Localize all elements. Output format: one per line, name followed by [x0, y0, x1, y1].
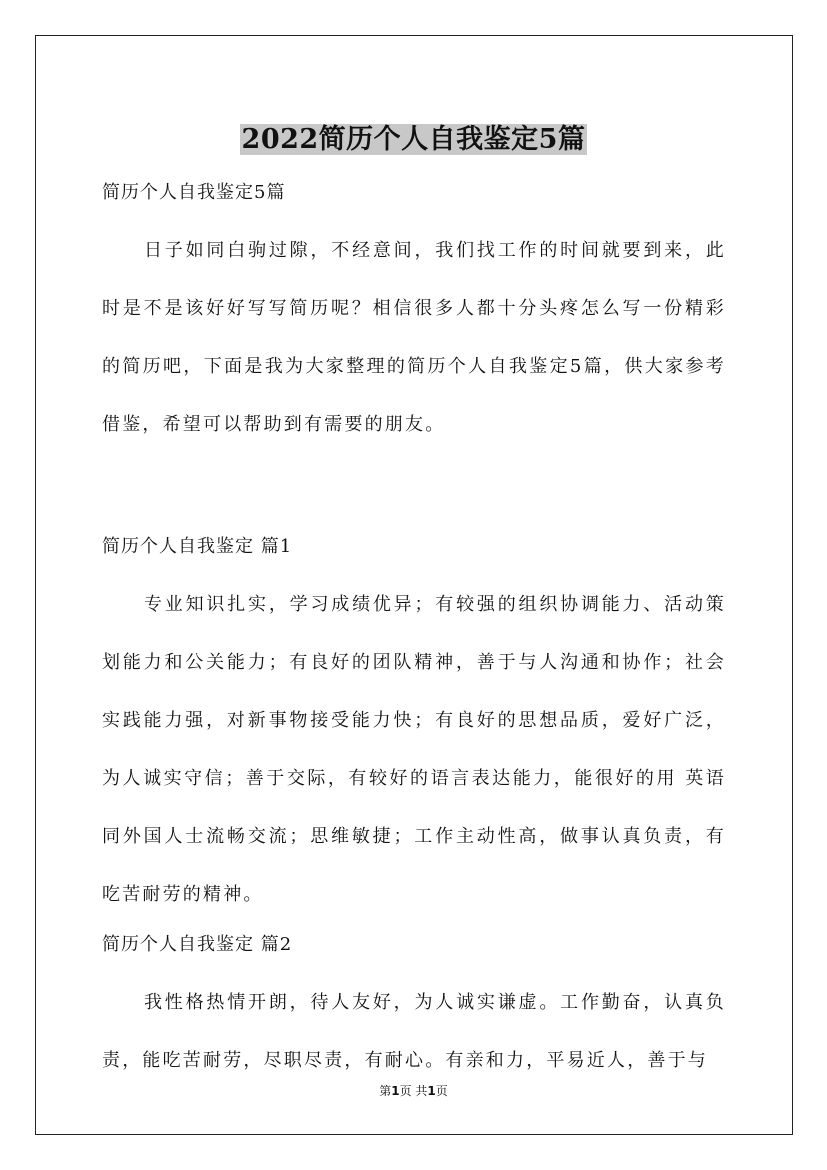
section-heading-1: 简历个人自我鉴定 篇1 [102, 536, 293, 557]
document-title [0, 118, 827, 162]
document-body [102, 172, 726, 1090]
document-subtitle: 简历个人自我鉴定5篇 [102, 182, 286, 203]
section-body-2: 我性格热情开朗，待人友好，为人诚实谦虚。工作勤奋，认真负责，能吃苦耐劳，尽职尽责，有耐心。有亲和力，平易近人，善于与 [102, 992, 726, 1071]
footer-page-current: 1 [391, 1084, 400, 1098]
footer-page-mid: 页 共 [399, 1084, 428, 1098]
footer-page-prefix: 第 [379, 1084, 392, 1098]
document-title-text: 2022简历个人自我鉴定5篇 [241, 124, 586, 156]
spacer [102, 454, 726, 518]
footer-page-total: 1 [427, 1084, 436, 1098]
footer-page-suffix: 页 [435, 1084, 448, 1098]
intro-paragraph: 日子如同白驹过隙，不经意间，我们找工作的时间就要到来，此时是不是该好好写写简历呢？相信很多人都十分头疼怎么写一份精彩的简历吧，下面是我为大家整理的简历个人自我鉴定5篇，供大家参考借鉴，希望可以帮助到有需要的朋友。 [102, 240, 726, 435]
section-heading-2: 简历个人自我鉴定 篇2 [102, 934, 293, 955]
section-body-1: 专业知识扎实，学习成绩优异；有较强的组织协调能力、活动策划能力和公关能力；有良好的团队精神，善于与人沟通和协作；社会实践能力强，对新事物接受能力快；有良好的思想品质，爱好广泛，为人诚实守信；善于交际，有较好的语言表达能力，能很好的用 英语同外国人士流畅交流；思维敏捷；工作主动性高，做事认真负责，有吃苦耐劳的精神。 [102, 594, 726, 905]
page-footer [0, 1082, 827, 1100]
